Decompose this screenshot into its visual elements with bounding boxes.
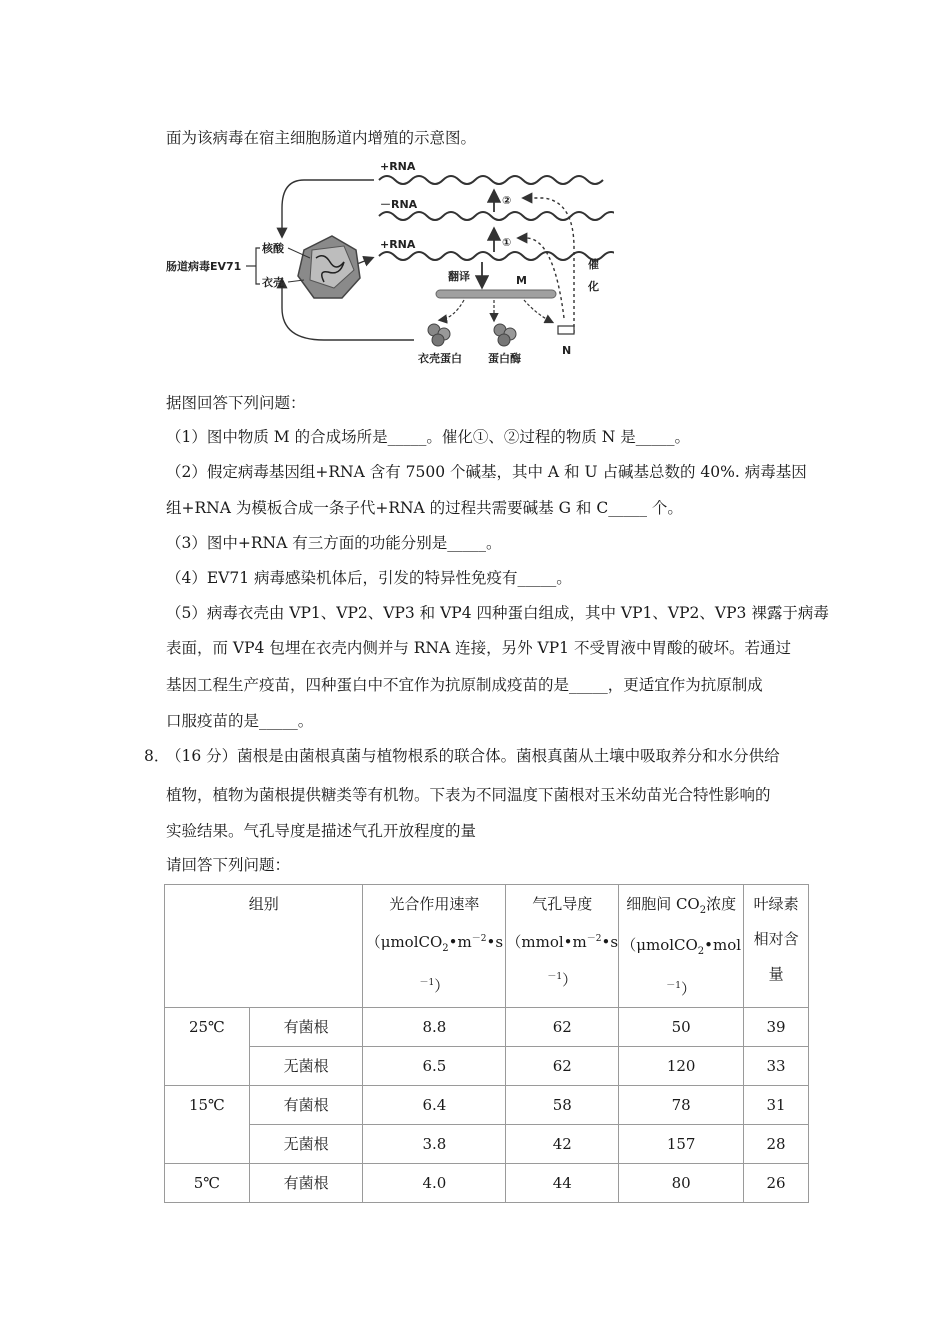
plus-rna-top-label: +RNA [380,160,416,173]
rate-cell: 3.8 [363,1125,506,1164]
stomata-cell: 62 [506,1047,619,1086]
mycorrhiza-data-table [164,884,809,1203]
chlorophyll-cell: 31 [744,1086,809,1125]
question-5-line-b: 表面，而 VP4 包埋在衣壳内侧并与 RNA 连接，另外 VP1 不受胃液中胃酸的破坏。若通过 [166,639,791,657]
chlorophyll-cell: 33 [744,1047,809,1086]
stomata-cell: 58 [506,1086,619,1125]
group-cell: 无菌根 [249,1125,363,1164]
co2-cell: 157 [619,1125,744,1164]
table-row [165,1125,809,1164]
question-2-line-a: （2）假定病毒基因组+RNA 含有 7500 个碱基，其中 A 和 U 占碱基总数的 40%. 病毒基因 [166,463,807,481]
temp-cell: 5℃ [165,1164,250,1203]
capsid-protein-label: 衣壳蛋白 [418,352,462,365]
catalyze-label-2: 化 [588,280,599,293]
step1-label: ① [502,236,512,249]
table-row [165,1086,809,1125]
problem-8-number: 8． [144,747,170,765]
n-label: N [562,344,572,357]
group-cell: 有菌根 [249,1008,363,1047]
problem-8-line-b: 植物，植物为菌根提供糖类等有机物。下表为不同温度下菌根对玉米幼苗光合特性影响的 [166,786,771,804]
header-chlorophyll: 叶绿素 相对含 量 [744,885,809,1008]
step2-label: ② [502,194,512,207]
stomata-cell: 62 [506,1008,619,1047]
group-cell: 无菌根 [249,1047,363,1086]
header-photosynthesis-rate: 光合作用速率 （$\mu molCO_2•m^{-2}•s$ $^{-1}$） [363,885,506,1008]
co2-cell: 50 [619,1008,744,1047]
question-5-line-a: （5）病毒衣壳由 VP1、VP2、VP3 和 VP4 四种蛋白组成，其中 VP1、VP2、VP3 裸露于病毒 [166,604,829,622]
minus-rna-strand [379,212,614,220]
table-row [165,1008,809,1047]
question-5-line-c: 基因工程生产疫苗，四种蛋白中不宜作为抗原制成疫苗的是_____，更适宜作为抗原制成 [166,676,763,694]
problem-8-line-d: 请回答下列问题： [166,856,291,874]
plus-rna-mid-label: +RNA [380,238,416,251]
chlorophyll-cell: 28 [744,1125,809,1164]
virus-replication-diagram [164,158,614,373]
minus-rna-label: －RNA [380,198,418,211]
plus-rna-top-strand [379,176,603,184]
chlorophyll-cell: 26 [744,1164,809,1203]
temp-cell: 25℃ [165,1008,250,1086]
chlorophyll-cell: 39 [744,1008,809,1047]
question-3: （3）图中+RNA 有三方面的功能分别是_____。 [166,534,502,552]
question-1: （1）图中物质 M 的合成场所是_____。催化①、②过程的物质 N 是_____。 [166,428,691,446]
question-5-line-d: 口服疫苗的是_____。 [166,712,314,730]
translate-label: 翻译 [448,270,470,283]
group-cell: 有菌根 [249,1164,363,1203]
table-header-row [165,885,809,1008]
rate-cell: 4.0 [363,1164,506,1203]
plus-rna-mid-strand [379,252,614,260]
intro-text: 面为该病毒在宿主细胞肠道内增殖的示意图。 [166,129,477,147]
rate-cell: 8.8 [363,1008,506,1047]
group-cell: 有菌根 [249,1086,363,1125]
problem-8-line-a: （16 分）菌根是由菌根真菌与植物根系的联合体。菌根真菌从土壤中吸取养分和水分供给 [166,747,780,765]
temp-cell: 15℃ [165,1086,250,1164]
co2-cell: 80 [619,1164,744,1203]
table-row [165,1047,809,1086]
polyprotein-m-bar [436,290,556,298]
table-row [165,1164,809,1203]
header-group: 组别 [165,885,363,1008]
rate-cell: 6.5 [363,1047,506,1086]
stomata-cell: 44 [506,1164,619,1203]
question-intro: 据图回答下列问题： [166,394,306,412]
problem-8-line-c: 实验结果。气孔导度是描述气孔开放程度的量 [166,822,477,840]
protease-label: 蛋白酶 [488,352,521,365]
virus-name-label: 肠道病毒EV71 [166,260,242,273]
n-enzyme-icon [558,326,574,334]
rate-cell: 6.4 [363,1086,506,1125]
header-intercellular-co2: 细胞间 $CO_2$浓度 （μmolCO$_2$•mol $^{-1}$） [619,885,744,1008]
stomata-cell: 42 [506,1125,619,1164]
catalyze-label-1: 催 [588,258,599,271]
capsid-protein-icon [428,324,450,346]
capsid-label: 衣壳 [262,276,284,289]
co2-cell: 78 [619,1086,744,1125]
question-4: （4）EV71 病毒感染机体后，引发的特异性免疫有_____。 [166,569,572,587]
nucleic-acid-label: 核酸 [262,242,284,255]
protease-icon [494,324,516,346]
header-stomatal-conductance: 气孔导度 （$mmol•m^{-2}•s$ $^{-1}$） [506,885,619,1008]
question-2-line-b: 组+RNA 为模板合成一条子代+RNA 的过程共需要碱基 G 和 C_____ 个。 [166,499,683,517]
m-label: M [516,274,527,287]
co2-cell: 120 [619,1047,744,1086]
